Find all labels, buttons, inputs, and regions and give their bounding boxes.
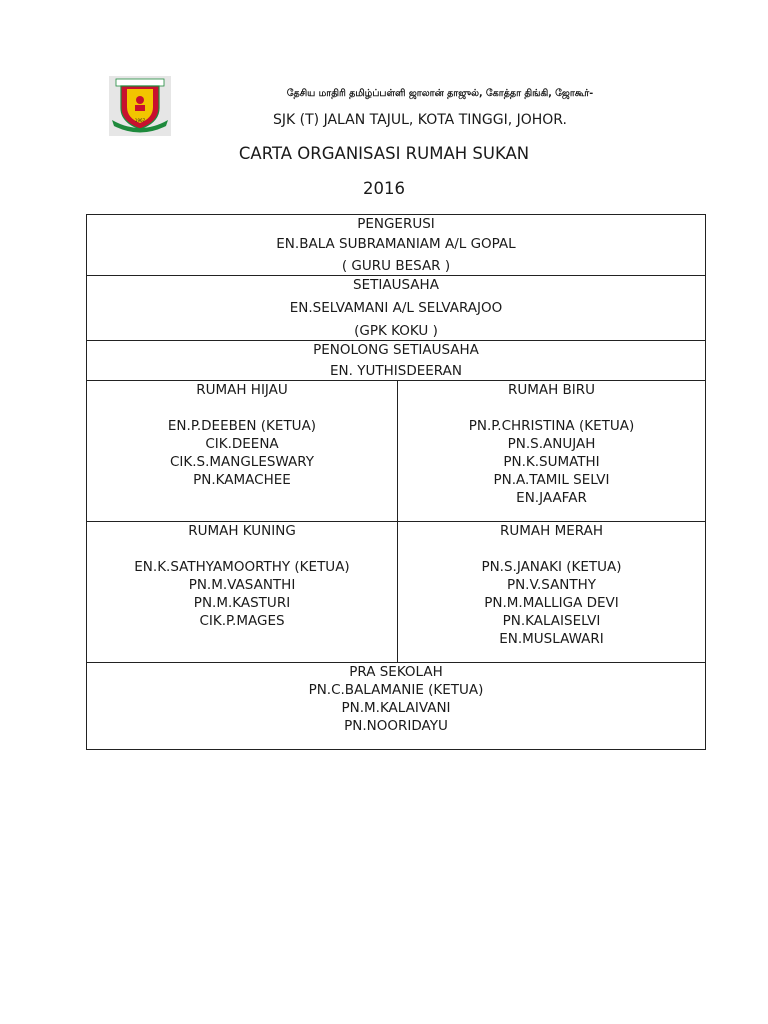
secretary-role: SETIAUSAHA [353, 277, 439, 293]
assistant-secretary-role: PENOLONG SETIAUSAHA [313, 342, 479, 358]
pra-sekolah-name: PRA SEKOLAH [349, 664, 443, 680]
house-member: PN.P.CHRISTINA (KETUA) [468, 418, 635, 434]
house-cell-kuning [87, 522, 398, 663]
house-cell-biru [398, 381, 706, 522]
house-member: PN.A.TAMIL SELVI [493, 472, 610, 488]
tamil-school-name: தேசிய மாதிரி தமிழ்ப்பள்ளி ஜாலான் தாஜுல், கோத்தா திங்கி, ஜோகூர்- [286, 88, 594, 99]
house-row-1 [87, 381, 706, 522]
chairman-role: PENGERUSI [357, 216, 435, 232]
pra-sekolah-member: PN.NOORIDAYU [344, 718, 448, 734]
house-member: EN.JAAFAR [516, 490, 587, 506]
secretary-row [87, 276, 706, 341]
assistant-secretary-cell [87, 341, 706, 381]
house-name: RUMAH HIJAU [196, 382, 288, 398]
house-member: PN.K.SUMATHI [503, 454, 600, 470]
pra-sekolah-row [87, 663, 706, 750]
pra-sekolah-member: PN.C.BALAMANIE (KETUA) [308, 682, 484, 698]
secretary-post: (GPK KOKU ) [354, 323, 438, 339]
house-member: EN.K.SATHYAMOORTHY (KETUA) [134, 559, 350, 575]
house-member: PN.S.ANUJAH [507, 436, 596, 452]
house-name: RUMAH BIRU [507, 382, 596, 398]
house-member: PN.KAMACHEE [193, 472, 291, 488]
chairman-name: EN.BALA SUBRAMANIAM A/L GOPAL [276, 236, 516, 252]
house-cell-hijau [87, 381, 398, 522]
document-title: CARTA ORGANISASI RUMAH SUKAN [238, 144, 530, 163]
assistant-secretary-name: EN. YUTHISDEERAN [330, 363, 462, 379]
organisation-chart-table [86, 214, 706, 750]
chairman-post: ( GURU BESAR ) [341, 258, 451, 274]
pra-sekolah-cell [87, 663, 706, 750]
house-member: CIK.DEENA [205, 436, 279, 452]
house-row-2 [87, 522, 706, 663]
svg-text:1967: 1967 [134, 118, 146, 123]
house-member: PN.M.VASANTHI [188, 577, 296, 593]
house-name: RUMAH MERAH [500, 523, 603, 539]
house-member: PN.M.KASTURI [193, 595, 291, 611]
house-member: EN.MUSLAWARI [499, 631, 604, 647]
house-member: CIK.P.MAGES [199, 613, 285, 629]
assistant-secretary-row [87, 341, 706, 381]
house-member: PN.S.JANAKI (KETUA) [481, 559, 622, 575]
house-member: PN.KALAISELVI [502, 613, 601, 629]
document-year: 2016 [363, 179, 405, 198]
house-name: RUMAH KUNING [188, 523, 296, 539]
pra-sekolah-member: PN.M.KALAIVANI [341, 700, 451, 716]
house-member: EN.P.DEEBEN (KETUA) [167, 418, 317, 434]
house-member: PN.V.SANTHY [506, 577, 597, 593]
house-member: PN.M.MALLIGA DEVI [484, 595, 619, 611]
house-member: CIK.S.MANGLESWARY [169, 454, 315, 470]
house-cell-merah [398, 522, 706, 663]
chairman-cell [87, 215, 706, 276]
chairman-row [87, 215, 706, 276]
school-name: SJK (T) JALAN TAJUL, KOTA TINGGI, JOHOR. [273, 112, 567, 128]
secretary-name: EN.SELVAMANI A/L SELVARAJOO [289, 300, 503, 316]
secretary-cell [87, 276, 706, 341]
